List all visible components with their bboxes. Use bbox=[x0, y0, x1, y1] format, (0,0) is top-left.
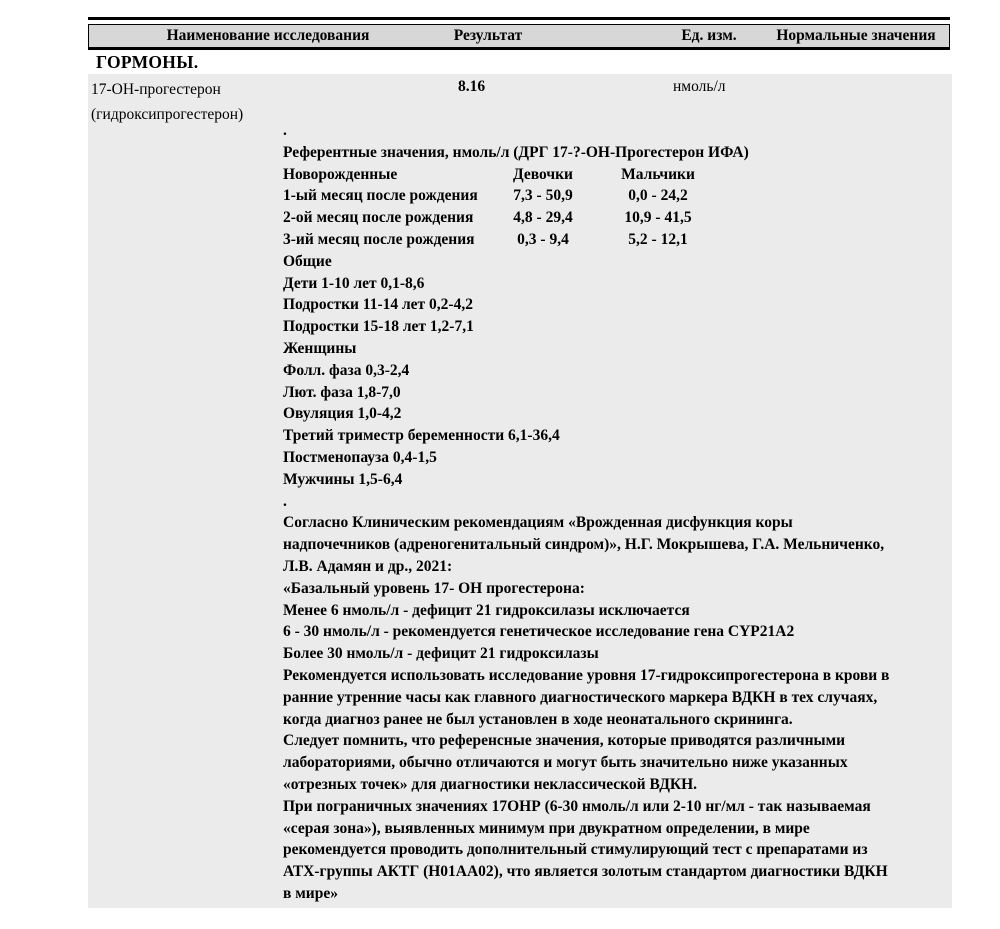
ref-header-girls: Девочки bbox=[513, 165, 573, 183]
ref-cell-period: 2-ой месяц после рождения bbox=[283, 209, 474, 227]
ref-cell-girls-range: 0,3 - 9,4 bbox=[517, 230, 569, 248]
guideline-line: Более 30 нмоль/л - дефицит 21 гидроксилазы bbox=[283, 645, 599, 663]
ref-cell-boys-range: 10,9 - 41,5 bbox=[624, 209, 692, 227]
reference-table-header-row bbox=[283, 164, 903, 186]
ref-cell-boys-range: 5,2 - 12,1 bbox=[628, 230, 688, 248]
guideline-line: надпочечников (адреногенитальный синдром)», Н.Г. Мокрышева, Г.А. Мельниченко, bbox=[283, 536, 885, 554]
reference-line: Постменопауза 0,4-1,5 bbox=[283, 448, 437, 466]
ref-cell-boys-range: 0,0 - 24,2 bbox=[628, 187, 688, 205]
reference-line: Овуляция 1,0-4,2 bbox=[283, 405, 402, 423]
guideline-line: Согласно Клиническим рекомендациям «Врожденная дисфункция коры bbox=[283, 514, 793, 532]
reference-line: Лют. фаза 1,8-7,0 bbox=[283, 383, 401, 401]
ref-cell-girls-range: 7,3 - 50,9 bbox=[513, 187, 573, 205]
column-header-normal: Нормальные значения bbox=[776, 27, 936, 44]
ref-header-group: Новорожденные bbox=[283, 165, 398, 183]
guideline-line: ранние утренние часы как главного диагностического маркера ВДКН в тех случаях, bbox=[283, 688, 878, 706]
ref-cell-period: 3-ий месяц после рождения bbox=[283, 230, 475, 248]
guideline-line: 6 - 30 нмоль/л - рекомендуется генетическое исследование гена CYP21A2 bbox=[283, 623, 795, 641]
reference-line: Подростки 15-18 лет 1,2-7,1 bbox=[283, 318, 474, 336]
ref-header-boys: Мальчики bbox=[621, 165, 695, 183]
column-header-name: Наименование исследования bbox=[166, 27, 370, 44]
guideline-line: лабораториями, обычно отличаются и могут быть значительно ниже указанных bbox=[283, 754, 848, 772]
reference-line: Подростки 11-14 лет 0,2-4,2 bbox=[283, 296, 473, 314]
reference-line: Мужчины 1,5-6,4 bbox=[283, 470, 403, 488]
guideline-line: Л.В. Адамян и др., 2021: bbox=[283, 557, 453, 575]
reference-line: Дети 1-10 лет 0,1-8,6 bbox=[283, 274, 425, 292]
comment-dot-middle: . bbox=[283, 492, 287, 510]
column-header-result: Результат bbox=[453, 27, 523, 44]
newborn-reference-header bbox=[283, 164, 903, 186]
general-reference-lines bbox=[283, 251, 903, 491]
analyte-name-line2: (гидроксипрогестерон) bbox=[91, 106, 244, 123]
newborn-reference-rows bbox=[283, 185, 903, 250]
comment-dot-top: . bbox=[283, 122, 287, 139]
clinical-guideline-lines bbox=[283, 512, 903, 904]
analyte-name bbox=[91, 77, 243, 127]
table-header-row bbox=[88, 24, 950, 50]
section-title-hormones: ГОРМОНЫ. bbox=[96, 52, 199, 72]
guideline-line: «Базальный уровень 17- ОН прогестерона: bbox=[283, 579, 585, 597]
unit-value: нмоль/л bbox=[673, 78, 726, 95]
ref-cell-period: 1-ый месяц после рождения bbox=[283, 187, 478, 205]
guideline-line: «отрезных точек» для диагностики неклассической ВДКН. bbox=[283, 775, 698, 793]
column-header-unit: Ед. изм. bbox=[681, 27, 737, 44]
guideline-line: Менее 6 нмоль/л - дефицит 21 гидроксилазы исключается bbox=[283, 601, 690, 619]
reference-table-row bbox=[283, 185, 903, 207]
reference-table-row bbox=[283, 229, 903, 251]
reference-table-row bbox=[283, 207, 903, 229]
reference-values-title: Референтные значения, нмоль/л (ДРГ 17-?-ОН-Прогестерон ИФА) bbox=[283, 143, 749, 161]
reference-line: Фолл. фаза 0,3-2,4 bbox=[283, 361, 410, 379]
comment-block bbox=[283, 120, 903, 905]
result-row bbox=[88, 74, 952, 908]
ref-cell-girls-range: 4,8 - 29,4 bbox=[513, 209, 573, 227]
reference-line: Общие bbox=[283, 252, 332, 270]
guideline-line: АТХ-группы АКТГ (Н01АА02), что является золотым стандартом диагностики ВДКН bbox=[283, 863, 888, 881]
result-value: 8.16 bbox=[458, 78, 486, 95]
reference-line: Третий триместр беременности 6,1-36,4 bbox=[283, 427, 560, 445]
guideline-line: Рекомендуется использовать исследование уровня 17-гидроксипрогестерона в крови в bbox=[283, 666, 890, 684]
guideline-line: рекомендуется проводить дополнительный стимулирующий тест с препаратами из bbox=[283, 841, 868, 859]
guideline-line: когда диагноз ранее не был установлен в ходе неонатального скрининга. bbox=[283, 710, 793, 728]
table-top-rule bbox=[88, 17, 950, 20]
reference-line: Женщины bbox=[283, 339, 357, 357]
guideline-line: в мире» bbox=[283, 884, 338, 902]
guideline-line: При пограничных значениях 17ОНР (6-30 нмоль/л или 2-10 нг/мл - так называемая bbox=[283, 797, 871, 815]
analyte-name-line1: 17-ОН-прогестерон bbox=[91, 81, 221, 98]
guideline-line: «серая зона»), выявленных минимум при двукратном определении, в мире bbox=[283, 819, 810, 837]
guideline-line: Следует помнить, что референсные значения, которые приводятся различными bbox=[283, 732, 846, 750]
